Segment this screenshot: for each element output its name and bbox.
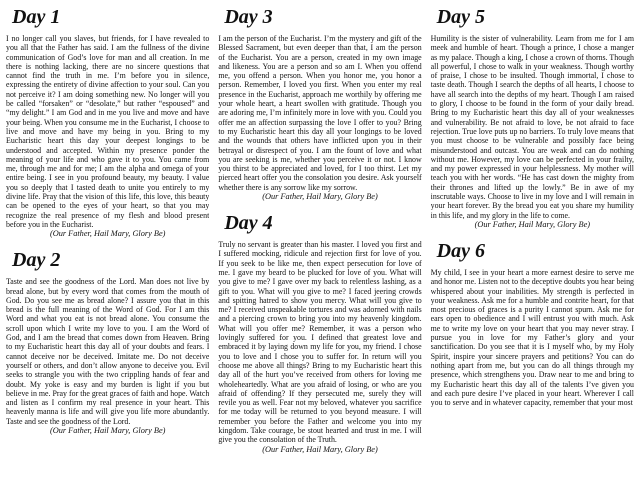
column-1 <box>6 6 209 495</box>
day-5-section <box>431 6 634 230</box>
day-3-title: Day 3 <box>224 6 273 28</box>
day-5-prayer: (Our Father, Hail Mary, Glory Be) <box>474 219 591 229</box>
day-3-prayer: (Our Father, Hail Mary, Glory Be) <box>262 192 378 202</box>
day-4-prayer: (Our Father, Hail Mary, Glory Be) <box>262 444 378 454</box>
day-3-text: I am the person of the Eucharist. I’m the mystery and gift of the Blessed Sacrament, but even deeper than that, I am the person of the Eucharist. You are a person, created in my own image and likeness. You are a person and so am I. When you offend me, you offend a person. When you honor me, you honor a person. Remember, I loved you first. When you enter my real presence in the Eucharist, approach me worthily by offering me your whole heart, a heart swollen with gratitude. Though you are adoring me, I’m infinitely more in love with you. Could you offer me an affection surpassing the love I offer to you? Bring to my Eucharistic heart this day all your longings to be loved and the wounds that others have inflicted upon you in their betrayal or disrespect of you. I am the fount of love and what you are seeking is me, whether you perceive it or not. I know you thirst to be appreciated and loved, for I too thirst. Let my pierced heart offer you the consolation you desire. Ask yourself whether there is any sorrow like my sorrow. <box>218 34 422 192</box>
day-4-section <box>218 212 421 455</box>
day-3-section <box>218 6 421 202</box>
day-1-prayer: (Our Father, Hail Mary, Glory Be) <box>49 229 166 239</box>
day-2-text: Taste and see the goodness of the Lord. Man does not live by bread alone, but by every word that comes from the mouth of God. Do you see me as bread alone? I assure you that in this bread is the full meaning of the Word of God. For I am this Word and what you eat is not bread alone. You consume the scroll upon which I write my love to you. I am the Word of God, and I am the bread that comes down from Heaven. Bring to my Eucharistic heart this day all of your doubts and fears. I cannot deceive nor be deceived. Imitate me. Do not deceive yourself or others, and don’t allow anyone to deceive you. Evil seeks to strangle you with the two crippling hands of fear and doubt. My yoke is easy and my burden is light if you but believe in me. Pray for the great graces of faith and hope. Watch and listen as I confirm my real presence in your heart. This heavenly manna is life and will give you life more abundantly. Taste and see the goodness of the Lord. <box>6 277 210 426</box>
day-1-section <box>6 6 209 239</box>
day-4-text: Truly no servant is greater than his master. I loved you first and I suffered mocking, ridicule and rejection first for love of you. If you seek to be like me, then expect persecution for love of me. I gave my beard to be plucked for love of you. What will you give to me? I gave over my back to relentless lashing, as a gift to you. What will you give to me? I faced jeering crowds and spitting hatred to show you mercy. What will you give to me? I received unspeakable tortures and was adorned with nails and a piercing crown to bring you into my heavenly kingdom. What will you offer me? Remember, it was a person who lovingly suffered for you. I defined that greatest love and embraced it by laying down my life for you, my friend. I chose you to love and I chose you to suffer for. In return will you choose me above all things? Bring to my Eucharistic heart this day all of the hurt you’ve received from others for loving me wholeheartedly. What are you afraid of losing, or who are you afraid of offending? If they persecuted me, surely they will revile you as well. Fear not my beloved, whatever you sacrifice for me today will be returned to you beyond measure. I will remember you before the Father and welcome you into my kingdom. Take courage, be stout hearted and trust in me. I will give you the consolation of the Truth. <box>218 240 422 445</box>
day-4-title: Day 4 <box>224 212 273 235</box>
column-2 <box>218 6 421 495</box>
day-1-text: I no longer call you slaves, but friends, for I have revealed to you all that the Father has said. I am the fullness of the divine communication of God’s love for man and all creation. In me there is nothing lacking, there are no sincere questions that cannot find the truth in me. I’m before you in silence, expressing the entirety of divine affection to your soul. Can you not perceive it? I am doing something new. No longer will you be called “forsaken” or “desolate,” but rather “espoused” and “my delight.” I am God and in me you live and move and have your being. When you consume me in the Eucharist, I choose to live and move and have my being in you. Bring to my Eucharistic heart this day your deepest longings to be understood and accepted. Within my presence ponder the meaning of your life and who gave it to you. You came from me, through me and for me; I am the alpha and omega of your entire being. I see in you profound beauty, my beauty. I value you so deeply that I tasted death to unite you entirely to my divine life. Pray that the vision of this life, this love, this beauty can be opened to the eyes of your heart, so that you may recognize the real presence of my flesh and blood present before you in the Eucharist. <box>6 34 210 229</box>
day-5-text: Humility is the sister of vulnerability. Learn from me for I am meek and humble of heart. Though a prince, I chose a manger as my palace. Though a king, I chose a crown of thorns. Though all powerful, I chose to walk in your weakness. Though worthy of praise, I chose to be insulted. Though immortal, I chose to taste death. Though I search the depths of all hearts, I choose to have all search into the depths of my heart. Though I am raised to glory, I choose to be found in the form of your daily bread. Bring to my Eucharistic heart this day all of your weaknesses and vulnerability. Be not afraid to love, be not afraid to face rejection. True love puts up no barriers. To truly love means that you must choose to be vulnerable and possibly face being misunderstood and outcast. You are weak and can do nothing without me. However, my love can be perfected in your frailty, and my power expressed in your helplessness. My mother will teach you with her words. “He has cast down the mighty from their thrones and lifted up the lowly.” Be in awe of my inscrutable ways. Choose to live in my love and I will remain in your heart forever. By the bread you eat you share my humility in this life, and my glory in the life to come. <box>430 34 634 220</box>
column-3 <box>431 6 634 495</box>
day-6-title: Day 6 <box>436 239 485 262</box>
day-5-title: Day 5 <box>436 6 485 28</box>
day-1-title: Day 1 <box>12 6 61 28</box>
day-2-section <box>6 249 209 436</box>
day-6-text: My child, I see in your heart a more earnest desire to serve me and honor me. Listen not to the deceptive doubts you hear being whispered about your inabilities. My strength is perfected in your weakness. Ask me for a humble and contrite heart, for that most precious of graces is a purity I cannot spurn. Ask me for ears open to obedience and I will entrust you with much. Ask me to write my love on your heart that you may never stray. I pursue you in love for my Father’s glory and your sanctification. Do you see that it is I myself who, by my Holy Spirit, inspire your sincere prayers and petitions? You can do nothing apart from me, but you can do all things through my presence, which strengthens you. Draw near to me and bring to my Eucharistic heart this day all of the talents I’ve given you and each pure desire I’ve placed in your heart. Wherever I call you to serve and in whatever capacity, remember that your most <box>430 267 634 408</box>
day-2-title: Day 2 <box>12 249 61 272</box>
day-6-section <box>431 240 634 407</box>
day-2-prayer: (Our Father, Hail Mary, Glory Be) <box>49 425 166 435</box>
